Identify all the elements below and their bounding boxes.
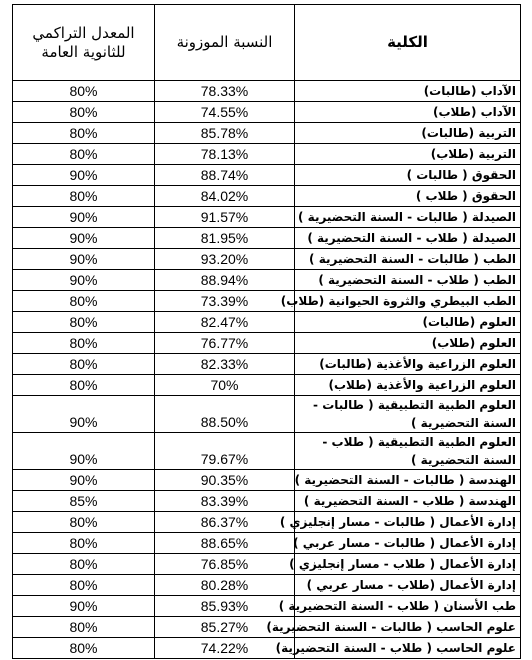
cell-college: إدارة الأعمال (طلاب - مسار عربي ) [295,575,521,596]
cell-gpa: 90% [13,470,155,491]
table-row [13,575,521,596]
table-row [13,144,521,165]
cell-weighted-ratio: 76.85% [155,554,295,575]
cell-gpa: 90% [13,596,155,617]
table-row [13,249,521,270]
cell-weighted-ratio: 74.55% [155,102,295,123]
table-row [13,207,521,228]
cell-gpa: 80% [13,144,155,165]
cell-college: إدارة الأعمال ( طالبات - مسار إنجليزي ) [295,512,521,533]
cell-weighted-ratio: 86.37% [155,512,295,533]
cell-college: الصيدلة ( طلاب - السنة التحضيرية ) [295,228,521,249]
cell-gpa: 80% [13,312,155,333]
cell-weighted-ratio: 82.47% [155,312,295,333]
cell-gpa: 80% [13,81,155,102]
cell-gpa: 80% [13,102,155,123]
cell-college: الحقوق ( طلاب ) [295,186,521,207]
cell-gpa: 90% [13,396,155,433]
cell-gpa: 80% [13,512,155,533]
table-row [13,512,521,533]
cell-college: الطب البيطري والثروة الحيوانية (طلاب) [295,291,521,312]
cell-weighted-ratio: 76.77% [155,333,295,354]
table-row [13,291,521,312]
cell-weighted-ratio: 88.94% [155,270,295,291]
table-row [13,533,521,554]
cell-gpa: 90% [13,270,155,291]
cell-weighted-ratio: 79.67% [155,433,295,470]
cell-weighted-ratio: 73.39% [155,291,295,312]
table-row [13,102,521,123]
cell-gpa: 80% [13,123,155,144]
cell-gpa: 90% [13,249,155,270]
table-row [13,165,521,186]
cell-college: العلوم (طلاب) [295,333,521,354]
cell-gpa: 80% [13,354,155,375]
table-row [13,596,521,617]
table-body [13,81,521,659]
table-row [13,617,521,638]
header-college: الكلية [295,5,521,81]
table-row [13,123,521,144]
cell-gpa: 80% [13,186,155,207]
cell-weighted-ratio: 91.57% [155,207,295,228]
table-row [13,554,521,575]
cell-weighted-ratio: 88.50% [155,396,295,433]
cell-gpa: 80% [13,333,155,354]
cell-weighted-ratio: 82.33% [155,354,295,375]
table-row [13,433,521,470]
table-row [13,491,521,512]
table-row [13,228,521,249]
cell-gpa: 80% [13,617,155,638]
cell-gpa: 85% [13,491,155,512]
cell-gpa: 90% [13,433,155,470]
cell-gpa: 80% [13,375,155,396]
cell-gpa: 80% [13,575,155,596]
cell-weighted-ratio: 93.20% [155,249,295,270]
cell-weighted-ratio: 84.02% [155,186,295,207]
cell-weighted-ratio: 78.33% [155,81,295,102]
cell-college: الصيدلة ( طالبات - السنة التحضيرية ) [295,207,521,228]
cell-weighted-ratio: 88.65% [155,533,295,554]
table-row [13,396,521,433]
cell-weighted-ratio: 74.22% [155,638,295,659]
cell-college: طب الأسنان ( طلاب - السنة التحضيرية ) [295,596,521,617]
table-row [13,186,521,207]
cell-college: الحقوق ( طالبات ) [295,165,521,186]
table-row [13,375,521,396]
cell-gpa: 80% [13,291,155,312]
cell-weighted-ratio: 78.13% [155,144,295,165]
cell-weighted-ratio: 85.93% [155,596,295,617]
cell-college: التربية (طلاب) [295,144,521,165]
cell-weighted-ratio: 83.39% [155,491,295,512]
cell-college: الهندسة ( طالبات - السنة التحضيرية ) [295,470,521,491]
cell-college: العلوم الطبية التطبيقية ( طالبات - السنة التحضيرية ) [295,396,521,433]
cell-college: التربية (طالبات) [295,123,521,144]
cell-college: إدارة الأعمال ( طلاب - مسار إنجليزي ) [295,554,521,575]
cell-weighted-ratio: 88.74% [155,165,295,186]
cell-college: إدارة الأعمال ( طالبات - مسار عربي ) [295,533,521,554]
cell-weighted-ratio: 80.28% [155,575,295,596]
cell-college: الطب ( طلاب - السنة التحضيرية ) [295,270,521,291]
cell-gpa: 90% [13,165,155,186]
table-row [13,81,521,102]
cell-weighted-ratio: 70% [155,375,295,396]
cell-gpa: 80% [13,554,155,575]
cell-gpa: 90% [13,228,155,249]
cell-weighted-ratio: 81.95% [155,228,295,249]
cell-college: الهندسة ( طلاب - السنة التحضيرية ) [295,491,521,512]
cell-college: العلوم الطبية التطبيقية ( طلاب - السنة التحضيرية ) [295,433,521,470]
cell-college: العلوم الزراعية والأغذية (طلاب) [295,375,521,396]
header-ratio: النسبة الموزونة [155,5,295,81]
cell-college: الآداب (طلاب) [295,102,521,123]
cell-college: الآداب (طالبات) [295,81,521,102]
cell-weighted-ratio: 85.78% [155,123,295,144]
header-row [13,5,521,81]
table-row [13,354,521,375]
cell-gpa: 80% [13,533,155,554]
table-row [13,270,521,291]
cell-college: العلوم الزراعية والأغذية (طالبات) [295,354,521,375]
cell-college: الطب ( طالبات - السنة التحضيرية ) [295,249,521,270]
cell-weighted-ratio: 85.27% [155,617,295,638]
cell-college: العلوم (طالبات) [295,312,521,333]
cell-weighted-ratio: 90.35% [155,470,295,491]
cell-gpa: 90% [13,207,155,228]
cell-college: علوم الحاسب ( طالبات - السنة التحضيرية) [295,617,521,638]
cell-gpa: 80% [13,638,155,659]
table-row [13,312,521,333]
table-row [13,638,521,659]
cell-college: علوم الحاسب ( طلاب - السنة التحضيرية) [295,638,521,659]
header-gpa: المعدل التراكمي للثانوية العامة [13,5,155,81]
admission-table [12,4,521,659]
table-row [13,470,521,491]
table-row [13,333,521,354]
